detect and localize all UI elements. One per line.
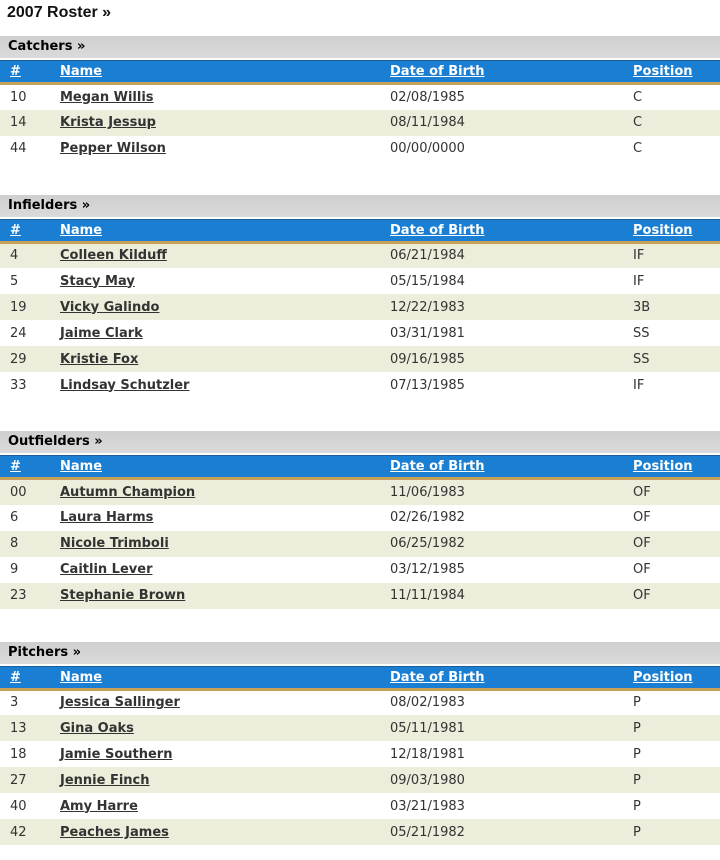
sort-number-link[interactable]: #	[10, 459, 21, 474]
player-position: OF	[633, 536, 651, 551]
player-dob: 11/06/1983	[390, 484, 465, 500]
player-number: 00	[10, 484, 27, 500]
column-header-dob	[380, 456, 623, 479]
column-header-position	[623, 61, 720, 84]
sort-position-link[interactable]: Position	[633, 64, 693, 79]
player-dob: 05/21/1982	[390, 824, 465, 840]
player-dob: 05/11/1981	[390, 720, 465, 736]
roster-table	[0, 666, 720, 846]
section-header[interactable]	[0, 36, 720, 58]
player-position: IF	[633, 273, 645, 289]
roster-section	[0, 642, 720, 846]
sort-position-link[interactable]: Position	[633, 669, 693, 685]
player-dob: 03/21/1983	[390, 798, 465, 814]
sort-name-link[interactable]: Name	[60, 669, 103, 685]
sort-name-link[interactable]: Name	[60, 459, 103, 474]
player-name-link[interactable]: Megan Willis	[60, 89, 154, 105]
player-name-cell	[50, 372, 380, 398]
player-name-cell	[50, 741, 380, 767]
sort-position-link[interactable]: Position	[633, 459, 693, 474]
player-position: C	[633, 89, 643, 105]
player-name-link[interactable]: Jaime Clark	[60, 325, 143, 341]
player-name-cell	[50, 689, 380, 715]
player-position: P	[633, 720, 641, 736]
player-name-link[interactable]: Autumn Champion	[60, 484, 196, 500]
column-header-dob	[380, 219, 623, 242]
player-dob: 09/16/1985	[390, 351, 465, 367]
section-title[interactable]: Pitchers »	[8, 644, 82, 660]
table-row	[0, 819, 720, 845]
player-number: 3	[10, 695, 19, 711]
column-header-position	[623, 666, 720, 689]
player-dob: 03/31/1981	[390, 325, 465, 341]
player-number: 4	[10, 248, 19, 264]
player-dob: 05/15/1984	[390, 273, 465, 289]
player-name-cell	[50, 583, 380, 609]
player-dob: 07/13/1985	[390, 377, 465, 393]
player-position: P	[633, 695, 641, 711]
player-name-link[interactable]: Jessica Sallinger	[60, 695, 180, 711]
player-dob: 00/00/0000	[390, 141, 465, 156]
player-number: 8	[10, 536, 19, 551]
player-dob: 12/18/1981	[390, 746, 465, 762]
table-header-row	[0, 666, 720, 689]
sort-dob-link[interactable]: Date of Birth	[390, 222, 485, 238]
table-header-row	[0, 219, 720, 242]
player-name-link[interactable]: Amy Harre	[60, 798, 138, 814]
player-number: 10	[10, 89, 27, 105]
player-number: 6	[10, 510, 19, 525]
player-position: P	[633, 772, 641, 788]
player-name-link[interactable]: Vicky Galindo	[60, 299, 160, 315]
player-name-link[interactable]: Stephanie Brown	[60, 588, 186, 603]
player-dob: 09/03/1980	[390, 772, 465, 788]
column-header-number	[0, 61, 50, 84]
sort-number-link[interactable]: #	[10, 64, 21, 79]
table-row	[0, 136, 720, 162]
column-header-position	[623, 219, 720, 242]
player-dob: 08/02/1983	[390, 695, 465, 711]
player-name-cell	[50, 767, 380, 793]
player-number: 44	[10, 141, 27, 156]
player-name-cell	[50, 242, 380, 268]
player-dob: 02/26/1982	[390, 510, 465, 525]
player-name-link[interactable]: Jennie Finch	[60, 772, 150, 788]
player-name-cell	[50, 819, 380, 845]
table-row	[0, 741, 720, 767]
player-name-cell	[50, 505, 380, 531]
player-name-cell	[50, 479, 380, 505]
section-title[interactable]: Catchers »	[8, 39, 86, 54]
player-dob: 06/21/1984	[390, 248, 465, 264]
player-name-cell	[50, 715, 380, 741]
player-name-cell	[50, 268, 380, 294]
player-dob: 08/11/1984	[390, 115, 465, 130]
player-number: 19	[10, 299, 27, 315]
sort-dob-link[interactable]: Date of Birth	[390, 459, 485, 474]
player-number: 5	[10, 273, 19, 289]
player-name-link[interactable]: Lindsay Schutzler	[60, 377, 190, 393]
table-row	[0, 505, 720, 531]
table-row	[0, 583, 720, 609]
player-position: SS	[633, 351, 650, 367]
player-number: 29	[10, 351, 27, 367]
section-header[interactable]	[0, 642, 720, 664]
table-row	[0, 110, 720, 136]
column-header-name	[50, 456, 380, 479]
table-row	[0, 689, 720, 715]
player-name-link[interactable]: Laura Harms	[60, 510, 154, 525]
player-name-cell	[50, 136, 380, 162]
section-title[interactable]: Infielders »	[8, 197, 91, 213]
player-position: P	[633, 746, 641, 762]
sort-name-link[interactable]: Name	[60, 64, 103, 79]
sort-position-link[interactable]: Position	[633, 222, 693, 238]
player-position: OF	[633, 510, 651, 525]
player-name-cell	[50, 320, 380, 346]
column-header-position	[623, 456, 720, 479]
player-number: 13	[10, 720, 27, 736]
player-name-cell	[50, 84, 380, 110]
section-header[interactable]	[0, 431, 720, 453]
roster-section	[0, 431, 720, 609]
table-row	[0, 346, 720, 372]
roster-sections	[0, 36, 720, 845]
column-header-name	[50, 61, 380, 84]
player-name-cell	[50, 531, 380, 557]
player-dob: 03/12/1985	[390, 562, 465, 577]
table-row	[0, 268, 720, 294]
player-position: C	[633, 141, 643, 156]
player-name-link[interactable]: Pepper Wilson	[60, 141, 166, 156]
table-row	[0, 715, 720, 741]
table-row	[0, 372, 720, 398]
player-position: IF	[633, 377, 645, 393]
sort-number-link[interactable]: #	[10, 222, 21, 238]
player-name-link[interactable]: Gina Oaks	[60, 720, 134, 736]
page-title: 2007 Roster »	[7, 4, 112, 21]
player-name-link[interactable]: Krista Jessup	[60, 115, 156, 130]
player-name-cell	[50, 110, 380, 136]
column-header-dob	[380, 666, 623, 689]
player-name-link[interactable]: Caitlin Lever	[60, 562, 153, 577]
table-row	[0, 531, 720, 557]
table-row	[0, 320, 720, 346]
player-dob: 12/22/1983	[390, 299, 465, 315]
column-header-number	[0, 666, 50, 689]
player-position: OF	[633, 588, 651, 603]
section-header[interactable]	[0, 195, 720, 217]
table-row	[0, 242, 720, 268]
column-header-name	[50, 666, 380, 689]
table-row	[0, 557, 720, 583]
section-title[interactable]: Outfielders »	[8, 434, 103, 449]
column-header-number	[0, 456, 50, 479]
player-name-cell	[50, 557, 380, 583]
roster-section	[0, 36, 720, 162]
roster-table	[0, 219, 720, 399]
roster-section	[0, 195, 720, 399]
player-position: P	[633, 798, 641, 814]
roster-table	[0, 60, 720, 162]
column-header-name	[50, 219, 380, 242]
player-number: 33	[10, 377, 27, 393]
sort-number-link[interactable]: #	[10, 669, 21, 685]
table-header-row	[0, 456, 720, 479]
player-number: 27	[10, 772, 27, 788]
player-name-link[interactable]: Kristie Fox	[60, 351, 139, 367]
table-row	[0, 793, 720, 819]
player-number: 40	[10, 798, 27, 814]
player-position: 3B	[633, 299, 651, 315]
player-number: 14	[10, 115, 27, 130]
table-row	[0, 294, 720, 320]
table-header-row	[0, 61, 720, 84]
player-name-cell	[50, 294, 380, 320]
sort-dob-link[interactable]: Date of Birth	[390, 64, 485, 79]
player-number: 23	[10, 588, 27, 603]
player-name-link[interactable]: Nicole Trimboli	[60, 536, 169, 551]
roster-table	[0, 455, 720, 609]
player-name-cell	[50, 793, 380, 819]
player-position: IF	[633, 248, 645, 264]
player-name-link[interactable]: Jamie Southern	[60, 746, 173, 762]
player-position: OF	[633, 562, 651, 577]
player-position: C	[633, 115, 643, 130]
player-position: SS	[633, 325, 650, 341]
player-number: 9	[10, 562, 19, 577]
player-position: OF	[633, 484, 651, 500]
player-name-cell	[50, 346, 380, 372]
sort-name-link[interactable]: Name	[60, 222, 103, 238]
player-position: P	[633, 824, 641, 840]
table-row	[0, 479, 720, 505]
player-name-link[interactable]: Stacy May	[60, 273, 135, 289]
player-number: 42	[10, 824, 27, 840]
column-header-dob	[380, 61, 623, 84]
player-name-link[interactable]: Peaches James	[60, 824, 169, 840]
table-row	[0, 84, 720, 110]
player-dob: 11/11/1984	[390, 588, 465, 603]
player-number: 18	[10, 746, 27, 762]
player-name-link[interactable]: Colleen Kilduff	[60, 248, 167, 264]
player-dob: 02/08/1985	[390, 89, 465, 105]
column-header-number	[0, 219, 50, 242]
player-dob: 06/25/1982	[390, 536, 465, 551]
sort-dob-link[interactable]: Date of Birth	[390, 669, 485, 685]
player-number: 24	[10, 325, 27, 341]
table-row	[0, 767, 720, 793]
